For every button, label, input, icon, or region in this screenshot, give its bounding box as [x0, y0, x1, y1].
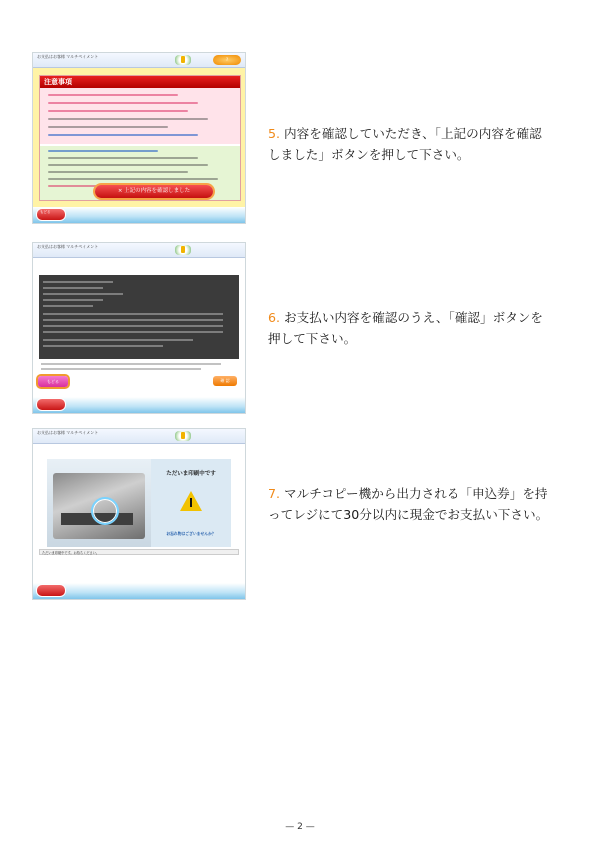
- forgotten-items-message: お忘れ物はございませんか？: [166, 531, 216, 536]
- step-text: 内容を確認していただき、「上記の内容を確認しました」ボタンを押して下さい。: [268, 126, 542, 162]
- screen-header: [33, 243, 245, 258]
- confirm-content-button[interactable]: × 上記の内容を確認しました: [95, 185, 213, 198]
- screen-footer: [33, 583, 245, 599]
- instruction-step-6: [268, 307, 550, 349]
- warning-icon-mark: [190, 498, 192, 507]
- logo-icon: [175, 55, 191, 65]
- printing-message: ただいま印刷中です: [166, 471, 216, 477]
- instruction-step-7: [268, 483, 550, 525]
- exit-button[interactable]: [36, 398, 66, 411]
- page-number: — 2 —: [285, 822, 315, 832]
- step-text: お支払い内容を確認のうえ、「確認」ボタンを押して下さい。: [268, 310, 543, 346]
- printer-illustration: [47, 459, 231, 547]
- payment-details-table: [39, 275, 239, 359]
- highlight-circle: [91, 497, 119, 525]
- confirm-button[interactable]: 確 認: [213, 376, 237, 386]
- screen-header-text: お支払はお客様 マルチペイメント: [37, 54, 99, 59]
- exit-button[interactable]: [36, 584, 66, 597]
- instruction-step-5: [268, 123, 550, 165]
- screen-header: [33, 429, 245, 444]
- notice-warnings: [40, 88, 240, 144]
- step-number: 5.: [268, 126, 281, 141]
- logo-icon: [175, 245, 191, 255]
- step-text: マルチコピー機から出力される「申込券」を持ってレジにて30分以内に現金でお支払い下さい。: [268, 486, 549, 522]
- step-number: 7.: [268, 486, 281, 501]
- notice-title: 注意事項: [40, 76, 240, 88]
- screen-header-text: お支払はお客様 マルチペイメント: [37, 244, 99, 249]
- back-button[interactable]: もどる: [36, 208, 66, 221]
- logo-icon: [175, 431, 191, 441]
- screen-header-text: お支払はお客様 マルチペイメント: [37, 430, 99, 435]
- help-button[interactable]: ?: [213, 55, 241, 65]
- status-bar: ただいま印刷中です。お待ちください。: [39, 549, 239, 555]
- notice-panel: [39, 75, 241, 201]
- screenshot-printing: [32, 428, 246, 600]
- screenshot-notice: [32, 52, 246, 224]
- back-button[interactable]: もどる: [38, 376, 68, 387]
- screen-footer: [33, 207, 245, 223]
- screen-footer: [33, 397, 245, 413]
- screenshot-payment-details: [32, 242, 246, 414]
- step-number: 6.: [268, 310, 281, 325]
